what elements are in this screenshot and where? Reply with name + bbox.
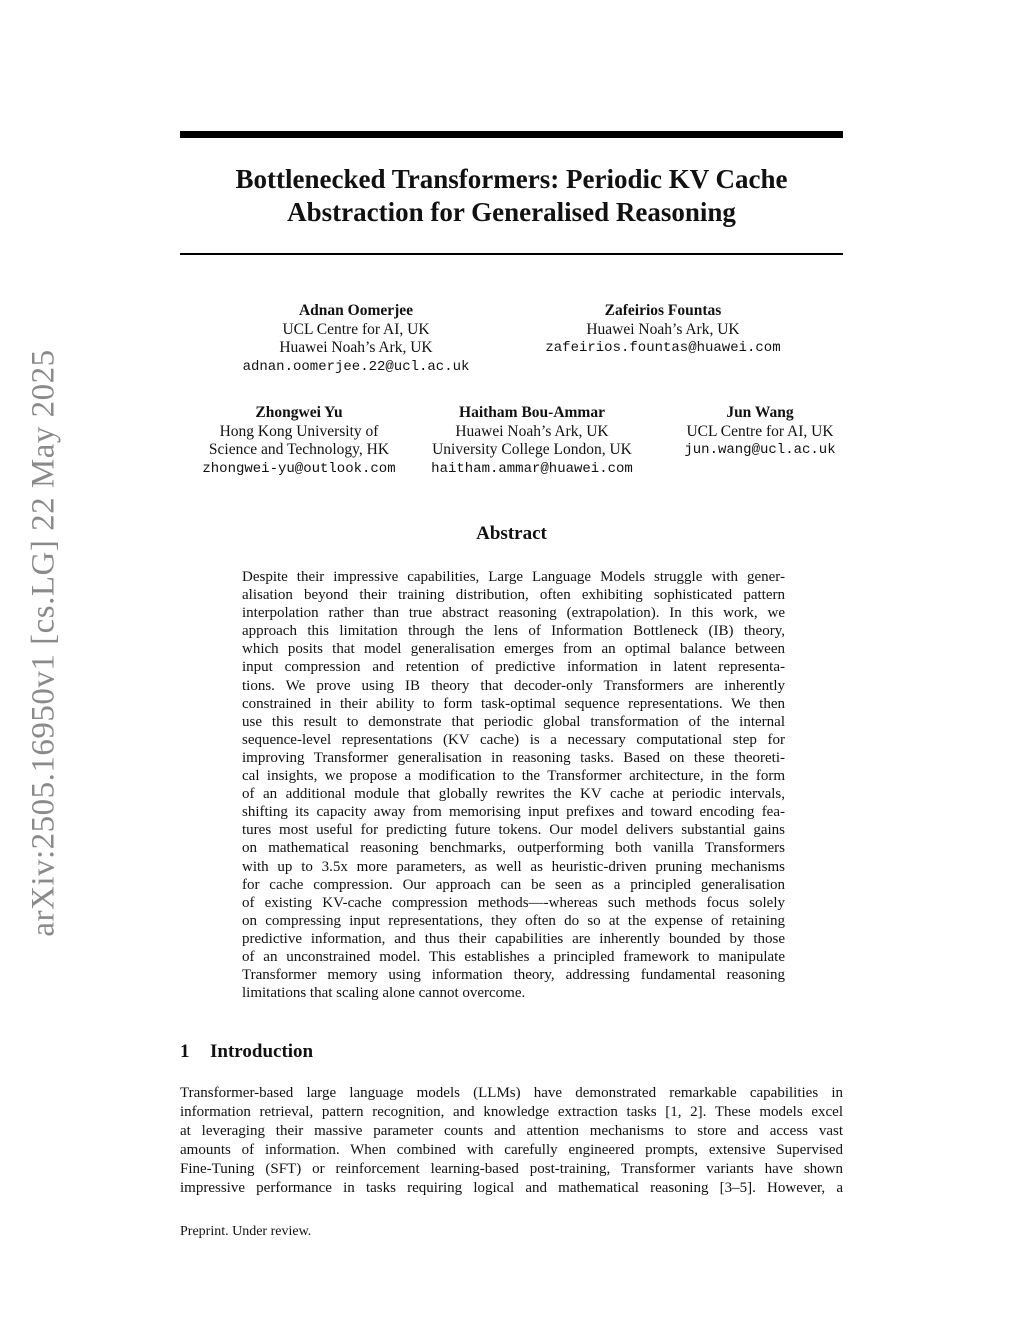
author-name: Adnan Oomerjee xyxy=(298,302,414,319)
introduction-body xyxy=(180,1084,843,1199)
author-affiliation: Huawei Noah’s Ark, UK xyxy=(279,339,433,356)
intro-line: amounts of information. When combined with carefully engineered prompts, extensive Supervised xyxy=(180,1142,843,1159)
author-name: Haitham Bou-Ammar xyxy=(459,404,605,421)
abstract-line: use this result to demonstrate that periodic global transformation of the internal xyxy=(242,713,785,730)
author-email[interactable]: adnan.oomerjee.22@ucl.ac.uk xyxy=(242,358,470,375)
author-email[interactable]: zhongwei-yu@outlook.com xyxy=(202,460,396,477)
intro-line: Transformer-based large language models (LLMs) have demonstrated remarkable capabilities in xyxy=(180,1085,843,1101)
section-title: Introduction xyxy=(210,1041,314,1062)
author-affiliation: Science and Technology, HK xyxy=(208,441,390,458)
section-heading-introduction xyxy=(180,1041,313,1063)
intro-line: Fine-Tuning (SFT) or reinforcement learning-based post-training, Transformer variants have shown xyxy=(180,1161,843,1178)
author-name: Zafeirios Fountas xyxy=(604,302,722,319)
abstract-line: for cache compression. Our approach can be seen as a principled generalisation xyxy=(242,876,785,893)
title-line-1: Bottlenecked Transformers: Periodic KV Cache xyxy=(235,164,788,194)
author-name: Jun Wang xyxy=(726,404,794,421)
abstract-line: limitations that scaling alone cannot overcome. xyxy=(242,985,526,1002)
author-affiliation: Huawei Noah’s Ark, UK xyxy=(455,422,609,440)
abstract-line: input compression and retention of predictive information in latent representa- xyxy=(242,659,785,676)
arxiv-id-text: arXiv:2505.16950v1 [cs.LG] 22 May 2025 xyxy=(25,349,62,937)
abstract-line: with up to 3.5x more parameters, as well as heuristic-driven pruning mechanisms xyxy=(242,858,785,875)
title-top-rule xyxy=(180,131,843,138)
abstract-line: Transformer memory using information theory, addressing fundamental reasoning xyxy=(242,967,785,984)
abstract-line: sequence-level representations (KV cache) is a necessary computational step for xyxy=(242,731,785,748)
abstract-line: of existing KV-cache compression methods—-whereas such methods focus solely xyxy=(242,894,785,911)
author-affiliation: UCL Centre for AI, UK xyxy=(282,320,430,338)
abstract-body xyxy=(242,568,785,1002)
intro-line: at leveraging their massive parameter counts and attention mechanisms to store and access vast xyxy=(180,1123,843,1140)
abstract-line: predictive information, and thus their capabilities are inherently bounded by those xyxy=(242,930,785,947)
author-block-fountas xyxy=(520,302,806,358)
author-name: Zhongwei Yu xyxy=(255,404,343,421)
intro-line: impressive performance in tasks requiring logical and mathematical reasoning [3–5]. However, a xyxy=(180,1180,843,1197)
arxiv-identifier-stamp xyxy=(0,0,70,1325)
author-affiliation: Hong Kong University of xyxy=(219,422,379,440)
title-line-2: Abstraction for Generalised Reasoning xyxy=(287,197,736,227)
author-email[interactable]: zafeirios.fountas@huawei.com xyxy=(545,340,781,356)
author-email[interactable]: haitham.ammar@huawei.com xyxy=(431,460,633,477)
abstract-line: on mathematical reasoning benchmarks, outperforming both vanilla Transformers xyxy=(242,840,785,857)
abstract-line: of an additional module that globally rewrites the KV cache at periodic intervals, xyxy=(242,786,785,803)
abstract-line: Despite their impressive capabilities, Large Language Models struggle with gener- xyxy=(242,569,785,585)
abstract-line: improving Transformer generalisation in reasoning tasks. Based on these theoreti- xyxy=(242,749,785,766)
abstract-line: constrained in their ability to form task-optimal sequence representations. We then xyxy=(242,695,785,712)
intro-line: information retrieval, pattern recognition, and knowledge extraction tasks [1, 2]. These models excel xyxy=(180,1104,843,1121)
abstract-line: cal insights, we propose a modification to the Transformer architecture, in the form xyxy=(242,768,785,785)
abstract-line: tures most useful for predicting future tokens. Our model delivers substantial gains xyxy=(242,822,785,839)
author-block-wang xyxy=(656,404,864,460)
author-affiliation: University College London, UK xyxy=(432,441,632,458)
author-affiliation: Huawei Noah’s Ark, UK xyxy=(586,320,740,338)
title-bottom-rule xyxy=(180,253,843,255)
author-block-bou-ammar xyxy=(416,404,648,478)
abstract-line: on compressing input representations, they often do so at the expense of retaining xyxy=(242,912,785,929)
abstract-line: alisation beyond their training distribution, often exhibiting sophisticated pattern xyxy=(242,587,785,604)
page-footer: Preprint. Under review. xyxy=(180,1224,312,1239)
abstract-line: of an unconstrained model. This establishes a principled framework to manipulate xyxy=(242,948,785,965)
abstract-line: tions. We prove using IB theory that decoder-only Transformers are inherently xyxy=(242,677,785,694)
abstract-line: interpolation rather than true abstract reasoning (extrapolation). In this work, we xyxy=(242,605,785,622)
abstract-line: shifting its capacity away from memorising input prefixes and toward encoding fea- xyxy=(242,804,785,821)
abstract-line: which posits that model generalisation emerges from an optimal balance between xyxy=(242,641,785,658)
abstract-heading: Abstract xyxy=(476,523,547,544)
section-number: 1 xyxy=(180,1041,190,1062)
author-block-yu xyxy=(182,404,416,478)
abstract-line: approach this limitation through the lens of Information Bottleneck (IB) theory, xyxy=(242,623,785,640)
author-block-oomerjee xyxy=(226,302,486,376)
author-email[interactable]: jun.wang@ucl.ac.uk xyxy=(684,442,836,458)
author-affiliation: UCL Centre for AI, UK xyxy=(686,422,834,440)
paper-title xyxy=(180,163,843,229)
